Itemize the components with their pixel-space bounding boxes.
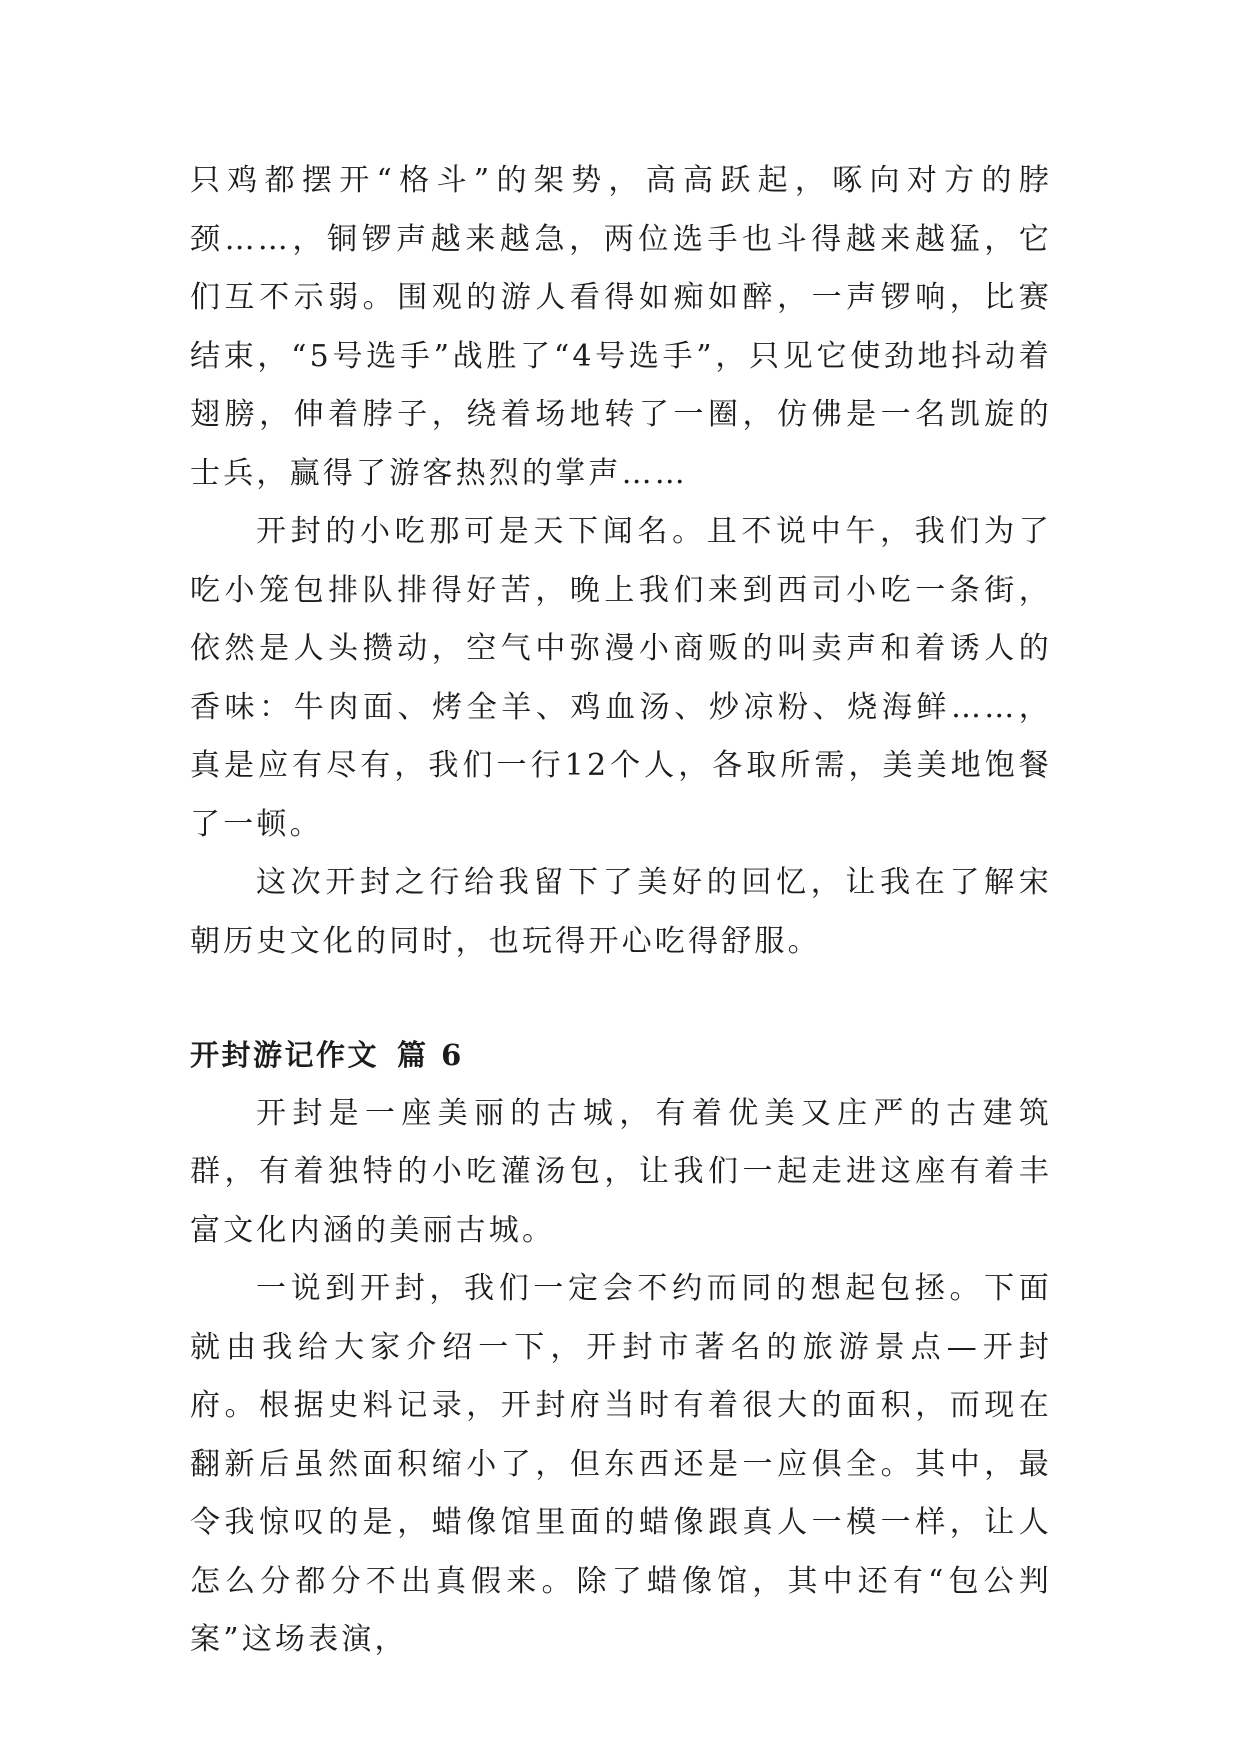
- document-body: [190, 152, 1052, 1670]
- section-heading-number: 篇 6: [397, 1038, 464, 1072]
- paragraph-snacks: 开封的小吃那可是天下闻名。且不说中午，我们为了吃小笼包排队排得好苦，晚上我们来到西司小吃一条街，依然是人头攒动，空气中弥漫小商贩的叫卖声和着诱人的香味：牛肉面、烤全羊、鸡血汤、炒凉粉、烧海鲜……，真是应有尽有，我们一行12个人，各取所需，美美地饱餐了一顿。: [190, 514, 1052, 842]
- section-heading-title: 开封游记作文: [190, 1038, 380, 1072]
- paragraph-cockfight-continued: 只鸡都摆开“格斗”的架势，高高跃起，啄向对方的脖颈……，铜锣声越来越急，两位选手也斗得越来越猛，它们互不示弱。围观的游人看得如痴如醉，一声锣响，比赛结束，“5号选手”战胜了“4号选手”，只见它使劲地抖动着翅膀，伸着脖子，绕着场地转了一圈，仿佛是一名凯旋的士兵，赢得了游客热烈的掌声……: [190, 163, 1052, 491]
- paragraph-intro-kaifeng: 开封是一座美丽的古城，有着优美又庄严的古建筑群，有着独特的小吃灌汤包，让我们一起走进这座有着丰富文化内涵的美丽古城。: [190, 1095, 1052, 1248]
- paragraph-kaifeng-fu: 一说到开封，我们一定会不约而同的想起包拯。下面就由我给大家介绍一下，开封市著名的旅游景点—开封府。根据史料记录，开封府当时有着很大的面积，而现在翻新后虽然面积缩小了，但东西还是一应俱全。其中，最令我惊叹的是，蜡像馆里面的蜡像跟真人一模一样，让人怎么分都分不出真假来。除了蜡像馆，其中还有“包公判案”这场表演，: [190, 1271, 1052, 1657]
- paragraph-trip-summary: 这次开封之行给我留下了美好的回忆，让我在了解宋朝历史文化的同时，也玩得开心吃得舒服。: [190, 865, 1052, 959]
- section-heading: [190, 1026, 1052, 1085]
